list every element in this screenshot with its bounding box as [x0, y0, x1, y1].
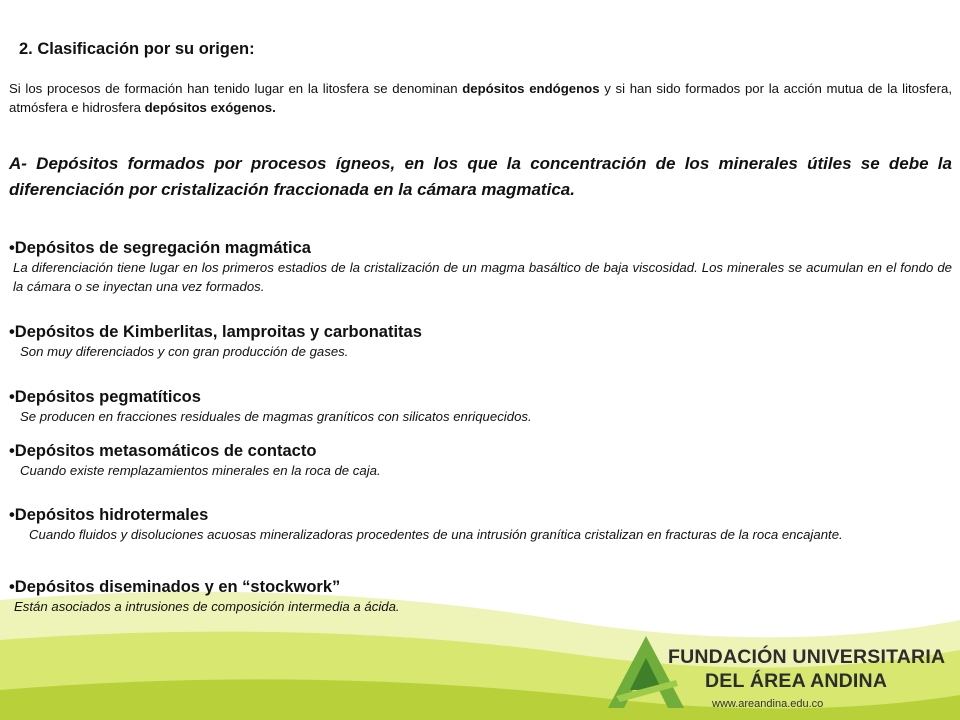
item-title: •Depósitos metasomáticos de contacto [9, 442, 317, 460]
list-item [9, 238, 952, 296]
item-description: Son muy diferenciados y con gran producción de gases. [20, 344, 349, 359]
list-item [9, 322, 952, 361]
item-description: Se producen en fracciones residuales de magmas graníticos con silicatos enriquecidos. [20, 409, 532, 424]
item-title: •Depósitos diseminados y en “stockwork” [9, 578, 341, 596]
intro-text-1: Si los procesos de formación han tenido lugar en la litosfera se denominan [9, 81, 463, 96]
item-description: Cuando existe remplazamientos minerales en la roca de caja. [20, 463, 381, 478]
section-a-heading: A- Depósitos formados por procesos ígneos, en los que la concentración de los minerales útiles se debe la diferenciación por cristalización fraccionada en la cámara magmatica. [9, 154, 952, 199]
term-exogenous: depósitos exógenos. [144, 100, 276, 115]
item-title: •Depósitos hidrotermales [9, 506, 209, 524]
item-title: •Depósitos pegmatíticos [9, 388, 201, 406]
item-description: La diferenciación tiene lugar en los primeros estadios de la cristalización de un magma basáltico de baja viscosidad. Los minerales se acumulan en el fondo de la cámara o se inyectan una vez formados. [13, 260, 952, 294]
term-endogenous: depósitos endógenos [462, 81, 600, 96]
org-name-line1: FUNDACIÓN UNIVERSITARIA [668, 646, 946, 668]
org-website-link[interactable]: www.areandina.edu.co [712, 698, 824, 710]
org-name-line2: DEL ÁREA ANDINA [705, 670, 888, 692]
slide-title: 2. Clasificación por su origen: [19, 40, 255, 58]
item-title: •Depósitos de Kimberlitas, lamproitas y carbonatitas [9, 323, 422, 341]
list-item [9, 505, 952, 544]
intro-paragraph [9, 79, 952, 117]
item-description: Están asociados a intrusiones de composición intermedia a ácida. [14, 599, 400, 614]
item-title: •Depósitos de segregación magmática [9, 239, 311, 257]
list-item [9, 387, 952, 426]
item-description: Cuando fluidos y disoluciones acuosas mineralizadoras procedentes de una intrusión granítica cristalizan en fracturas de la roca encajante. [29, 527, 843, 542]
list-item [9, 441, 952, 480]
list-item [9, 577, 952, 616]
intro-text-2: y si han sido formados por la acción mutua de la litosfera, atmósfera e hidrosfera [9, 81, 952, 115]
